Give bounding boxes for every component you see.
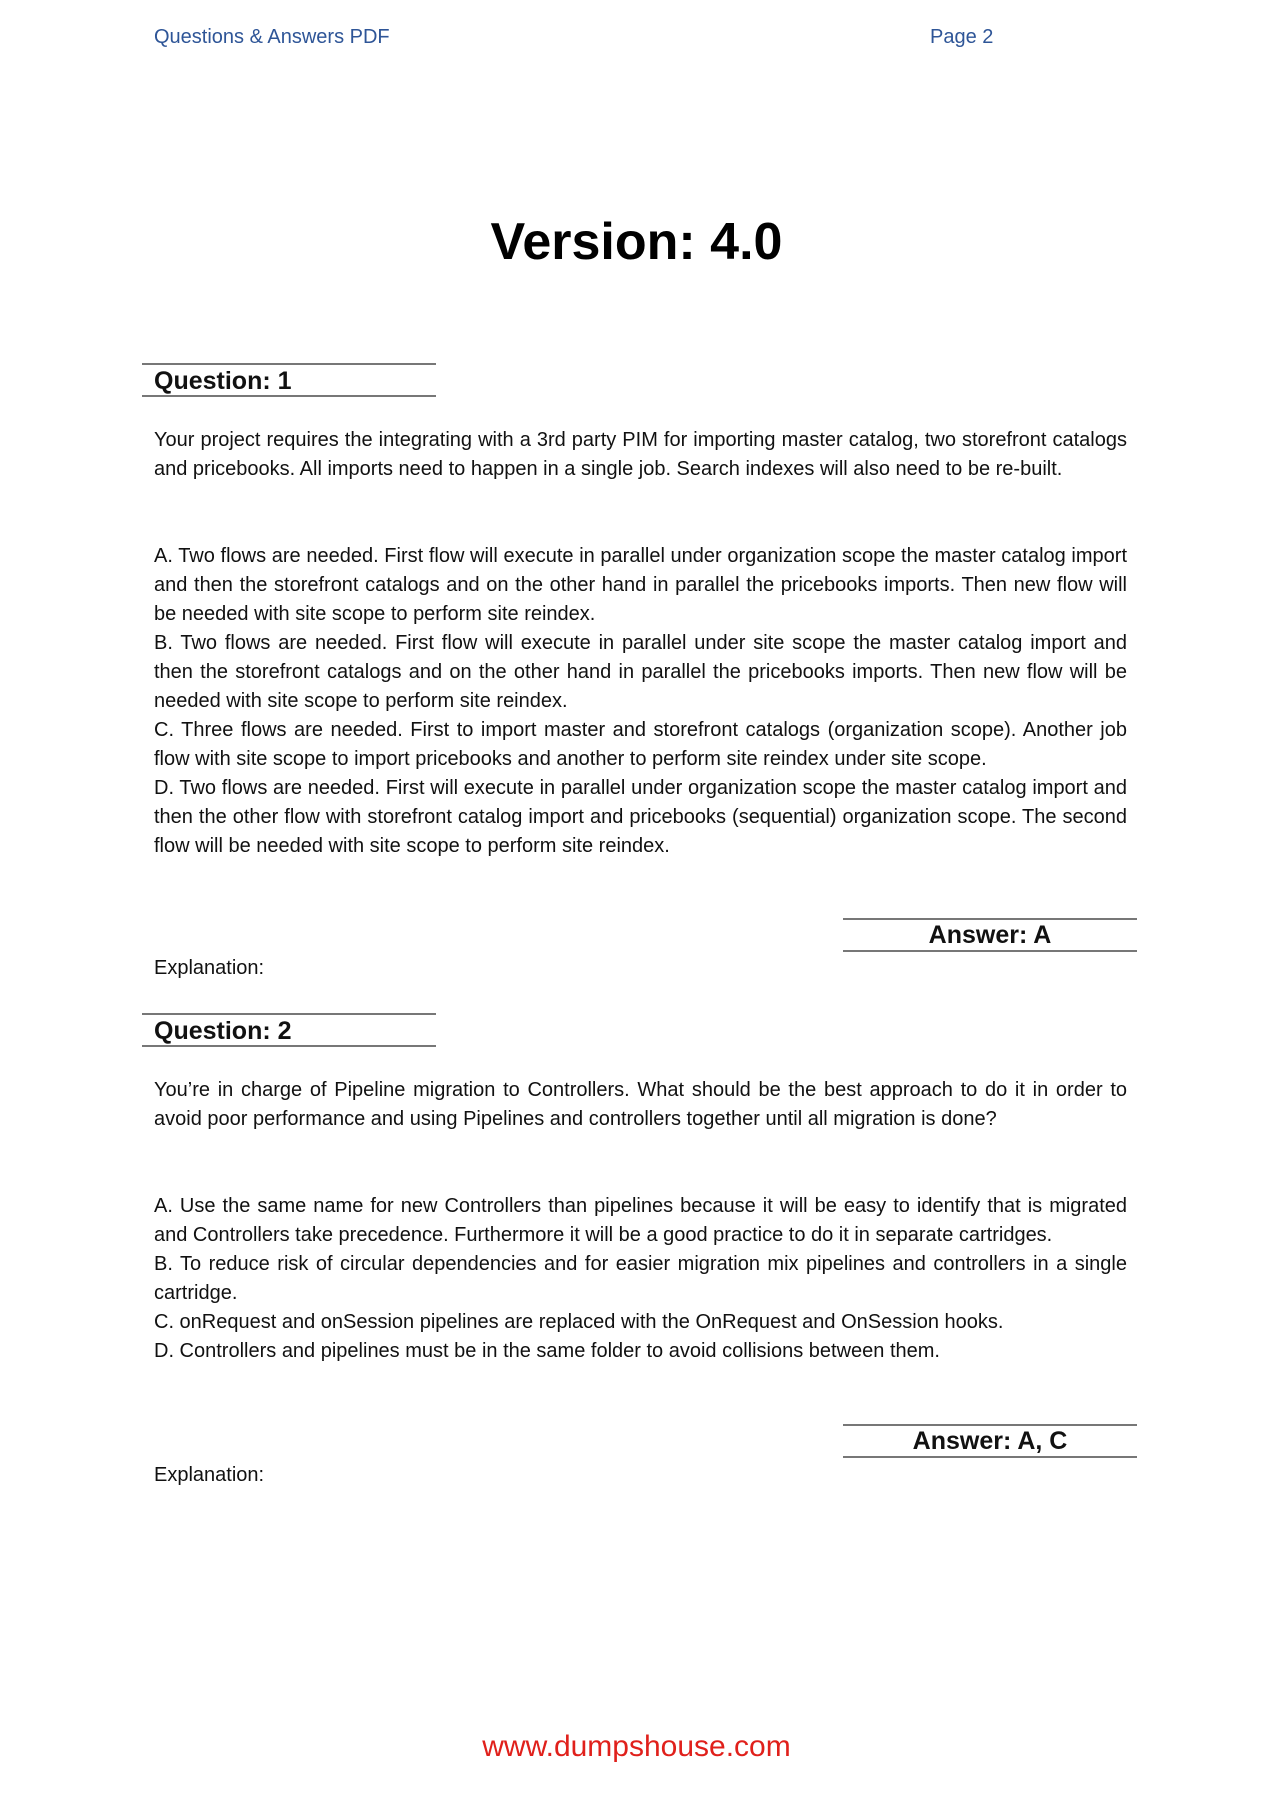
question-1-heading <box>142 363 436 397</box>
question-2-options <box>154 1192 1127 1366</box>
question-1-options <box>154 542 1127 861</box>
header-title: Questions & Answers PDF <box>154 26 390 48</box>
question-1-text <box>154 426 1127 484</box>
question-2-option-b: B. To reduce risk of circular dependencies and for easier migration mix pipelines and controllers in a single cartridge. <box>154 1253 1127 1304</box>
question-1-option-d: D. Two flows are needed. First will execute in parallel under organization scope the master catalog import and then the other flow with storefront catalog import and pricebooks (sequential) organization scope. The second flow will be needed with site scope to perform site reindex. <box>154 777 1127 857</box>
question-2-answer: Answer: A, C <box>912 1427 1068 1455</box>
question-1-label: Question: 1 <box>154 367 292 395</box>
version-title: Version: 4.0 <box>490 213 783 271</box>
question-2-text <box>154 1076 1127 1134</box>
page-number: Page 2 <box>930 26 994 48</box>
question-1-answer: Answer: A <box>928 921 1052 949</box>
question-1-option-a: A. Two flows are needed. First flow will execute in parallel under organization scope the master catalog import and then the storefront catalogs and on the other hand in parallel the pricebooks imports. Then new flow will be needed with site scope to perform site reindex. <box>154 545 1127 625</box>
question-2-option-a: A. Use the same name for new Controllers than pipelines because it will be easy to identify that is migrated and Controllers take precedence. Furthermore it will be a good practice to do it in separate cartridges. <box>154 1195 1127 1246</box>
question-2-explanation: Explanation: <box>154 1464 265 1486</box>
question-1-option-b: B. Two flows are needed. First flow will execute in parallel under site scope the master catalog import and then the storefront catalogs and on the other hand in parallel the pricebooks imports. Then new flow will be needed with site scope to perform site reindex. <box>154 632 1127 712</box>
question-1-explanation: Explanation: <box>154 957 265 979</box>
question-1-stem: Your project requires the integrating with a 3rd party PIM for importing master catalog, two storefront catalogs and pricebooks. All imports need to happen in a single job. Search indexes will also need to be re-built. <box>154 429 1127 480</box>
question-1-answer-box <box>843 918 1137 952</box>
footer-link[interactable]: www.dumpshouse.com <box>482 1730 791 1763</box>
question-2-option-d: D. Controllers and pipelines must be in the same folder to avoid collisions between them. <box>154 1340 940 1362</box>
question-2-label: Question: 2 <box>154 1017 292 1045</box>
question-2-option-c: C. onRequest and onSession pipelines are replaced with the OnRequest and OnSession hooks. <box>154 1311 1004 1333</box>
question-2-heading <box>142 1013 436 1047</box>
question-2-answer-box <box>843 1424 1137 1458</box>
question-2-stem: You’re in charge of Pipeline migration to Controllers. What should be the best approach to do it in order to avoid poor performance and using Pipelines and controllers together until all migration is done? <box>154 1079 1127 1130</box>
question-1-option-c: C. Three flows are needed. First to import master and storefront catalogs (organization scope). Another job flow with site scope to import pricebooks and another to perform site reindex under site scope. <box>154 719 1127 770</box>
